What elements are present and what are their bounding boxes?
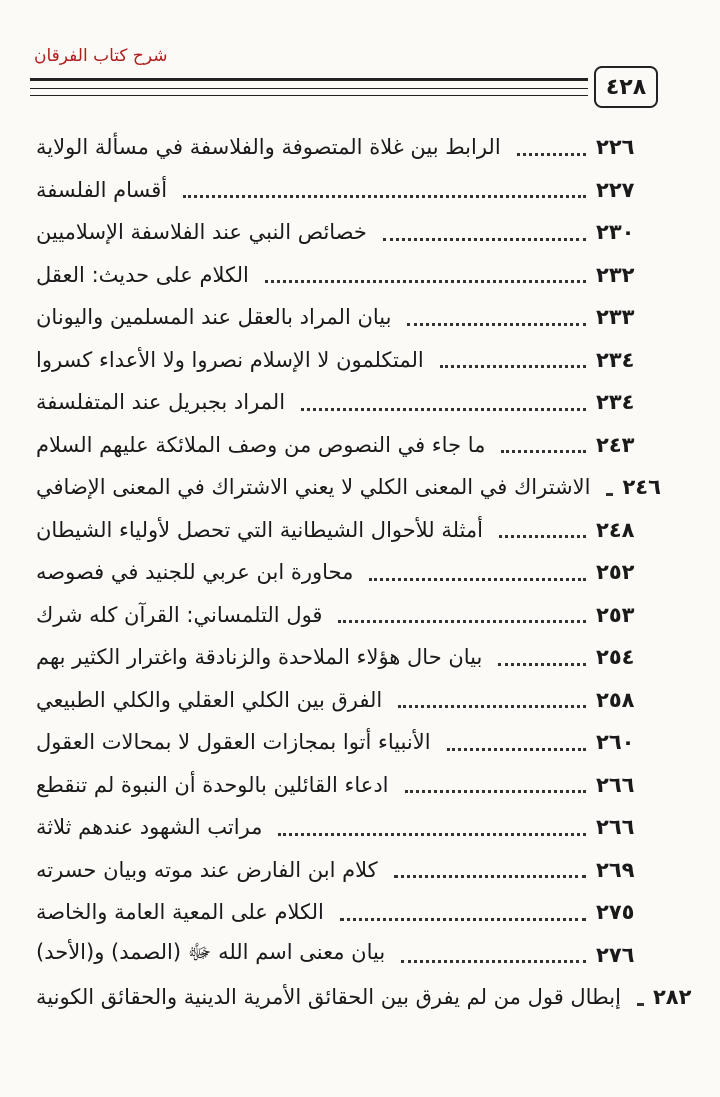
toc-entry-title: مراتب الشهود عندهم ثلاثة	[36, 815, 263, 840]
toc-entry	[36, 211, 664, 254]
toc-entry	[36, 764, 664, 807]
leader-dots	[278, 833, 586, 836]
header-rule	[30, 78, 588, 96]
toc-entry-title: المتكلمون لا الإسلام نصروا ولا الأعداء كسروا	[36, 347, 424, 372]
toc-entry	[36, 339, 664, 382]
toc-entry-page: ٢٢٧	[596, 177, 635, 202]
leader-dots	[369, 578, 586, 581]
leader-dots	[499, 535, 586, 538]
leader-dots	[401, 960, 586, 963]
toc-entry-title: الفرق بين الكلي العقلي والكلي الطبيعي	[36, 687, 383, 712]
toc-entry	[36, 296, 664, 339]
page-header	[30, 46, 658, 112]
toc-entry-page: ٢٥٨	[596, 687, 635, 712]
toc-entry	[36, 509, 664, 552]
running-title: شرح كتاب الفرقان	[34, 46, 168, 66]
toc-entry	[36, 976, 692, 1019]
toc-entry-title: خصائص النبي عند الفلاسفة الإسلاميين	[36, 220, 367, 245]
toc-entry-page: ٢٥٢	[596, 560, 635, 585]
leader-dots	[637, 1003, 643, 1006]
toc-entry-title: بيان حال هؤلاء الملاحدة والزنادقة واغترار الكثير بهم	[36, 645, 483, 670]
toc-entry-page: ٢٦٩	[596, 857, 635, 882]
toc-entry	[36, 679, 664, 722]
toc-entry-title: قول التلمساني: القرآن كله شرك	[36, 602, 323, 627]
toc-entry-page: ٢٣٠	[596, 220, 635, 245]
toc-entry-title: بيان المراد بالعقل عند المسلمين واليونان	[36, 305, 392, 330]
toc-entry	[36, 466, 664, 509]
toc-entry-title: إبطال قول من لم يفرق بين الحقائق الأمرية الدينية والحقائق الكونية	[36, 985, 621, 1010]
toc-entry-title: ادعاء القائلين بالوحدة أن النبوة لم تنقطع	[36, 772, 389, 797]
toc-entry-page: ٢٧٥	[596, 900, 635, 925]
toc-entry	[36, 806, 664, 849]
leader-dots	[183, 195, 586, 198]
toc-entry-page: ٢٦٦	[596, 815, 635, 840]
leader-dots	[340, 918, 586, 921]
leader-dots	[440, 365, 586, 368]
toc-entry-page: ٢٨٢	[652, 985, 692, 1010]
leader-dots	[265, 280, 586, 283]
toc-entry-page: ٢٦٦	[596, 772, 635, 797]
toc-entry	[36, 381, 664, 424]
toc-entry-page: ٢٥٣	[596, 602, 635, 627]
toc-entry-page: ٢٣٣	[596, 305, 635, 330]
toc-entry-page: ٢٤٦	[622, 475, 661, 500]
toc-entry-title: بيان معنى اسم الله ﷻ (الصمد) و(الأحد)	[36, 940, 386, 965]
toc-entry-title: كلام ابن الفارض عند موته وبيان حسرته	[36, 857, 378, 882]
toc-entry-page: ٢٣٤	[596, 390, 635, 415]
toc-entry-title: الكلام على المعية العامة والخاصة	[36, 900, 324, 925]
leader-dots	[338, 620, 586, 623]
toc-entry	[36, 891, 664, 934]
toc-entry	[36, 551, 664, 594]
toc-entry-page: ٢٣٢	[596, 262, 635, 287]
toc-entry-page: ٢٤٨	[596, 517, 635, 542]
toc-entry	[36, 169, 664, 212]
toc-entry-page: ٢٧٦	[596, 942, 635, 967]
leader-dots	[383, 238, 586, 241]
toc-entry	[36, 126, 664, 169]
leader-dots	[517, 153, 586, 156]
toc-entry-title: أمثلة للأحوال الشيطانية التي تحصل لأولياء الشيطان	[36, 517, 483, 542]
toc-entry-page: ٢٦٠	[596, 730, 635, 755]
table-of-contents	[36, 126, 692, 1019]
toc-entry-page: ٢٣٤	[596, 347, 635, 372]
toc-entry	[36, 721, 664, 764]
leader-dots	[394, 875, 586, 878]
toc-entry	[36, 934, 664, 977]
leader-dots	[407, 323, 586, 326]
leader-dots	[405, 790, 586, 793]
toc-entry-title: أقسام الفلسفة	[36, 177, 168, 202]
toc-entry-title: محاورة ابن عربي للجنيد في فصوصه	[36, 560, 354, 585]
leader-dots	[498, 663, 586, 666]
toc-entry-page: ٢٥٤	[596, 645, 635, 670]
toc-entry	[36, 849, 664, 892]
leader-dots	[301, 408, 586, 411]
toc-entry	[36, 636, 664, 679]
toc-entry-title: الرابط بين غلاة المتصوفة والفلاسفة في مسألة الولاية	[36, 135, 501, 160]
toc-entry-title: الأنبياء أتوا بمجازات العقول لا بمحالات العقول	[36, 730, 431, 755]
toc-entry	[36, 594, 664, 637]
toc-entry-title: الكلام على حديث: العقل	[36, 262, 249, 287]
leader-dots	[447, 748, 586, 751]
toc-entry-title: الاشتراك في المعنى الكلي لا يعني الاشتراك في المعنى الإضافي	[36, 475, 591, 500]
toc-entry-title: المراد بجبريل عند المتفلسفة	[36, 390, 286, 415]
leader-dots	[501, 450, 586, 453]
toc-entry	[36, 424, 664, 467]
toc-entry	[36, 254, 664, 297]
page-number: ٤٢٨	[594, 66, 658, 108]
leader-dots	[398, 705, 586, 708]
toc-entry-page: ٢٤٣	[596, 432, 635, 457]
toc-entry-page: ٢٢٦	[596, 135, 635, 160]
leader-dots	[606, 493, 612, 496]
toc-entry-title: ما جاء في النصوص من وصف الملائكة عليهم السلام	[36, 432, 486, 457]
